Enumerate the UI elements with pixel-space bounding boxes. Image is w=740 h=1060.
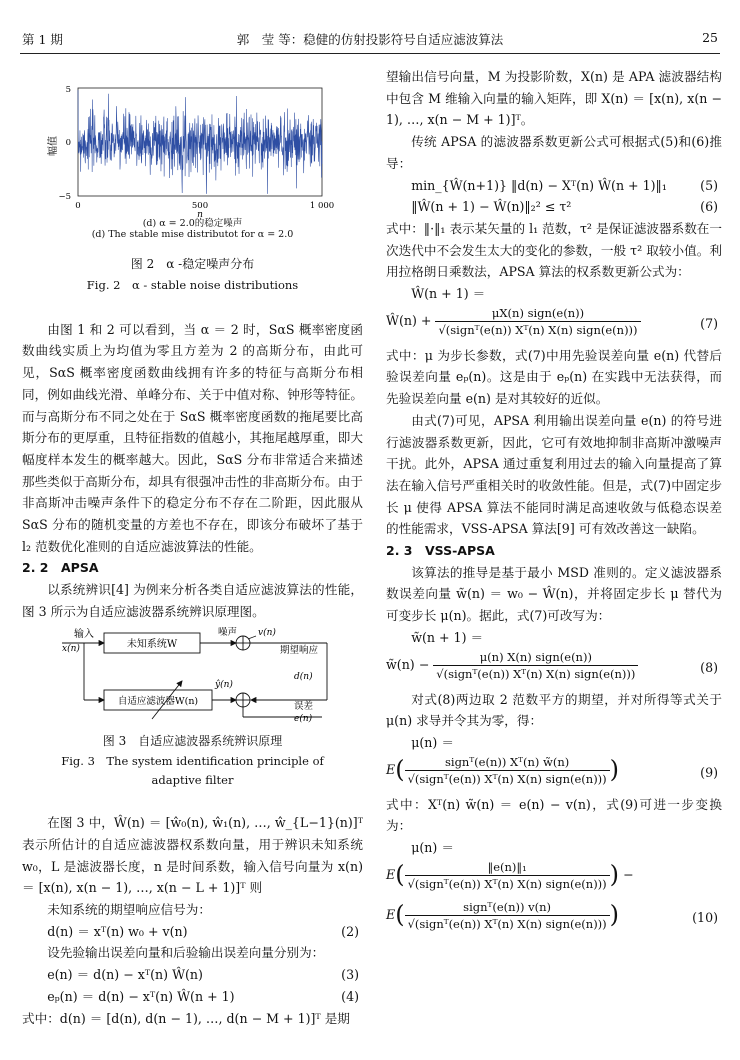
equation-body: eₚ(n) ＝ d(n) − xᵀ(n) Ŵ(n + 1) [47, 988, 235, 1004]
section-heading-2-2: 2. 2 APSA [22, 560, 99, 576]
numerator: μX(n) sign(e(n)) [435, 305, 640, 322]
yhat-label: ŷ(n) [215, 679, 233, 690]
fig3-caption-en-2: adaptive filter [151, 773, 234, 788]
equation-body: min_{Ŵ(n+1)} ‖d(n) − Xᵀ(n) Ŵ(n + 1)‖₁ [411, 177, 667, 193]
xtick-1000: 1 000 [309, 201, 335, 211]
equation-lhs: w̃(n) − [386, 656, 430, 672]
equation-fraction [433, 649, 638, 682]
equation-10b: E( $\frac{\text{signᵀ(e(n)) v(n)}}{\text{√(signᵀ(e(n)) Xᵀ(n) X(n) sign(e(n)))}}$ ) (10) [386, 899, 718, 931]
equation-fraction [405, 859, 610, 892]
equation-number: (2) [341, 923, 359, 939]
fig2-subcaption-en: (d) The stable mise distributot for α = 2.0 [91, 229, 294, 240]
equation-number: (7) [700, 315, 718, 331]
numerator: ‖e(n)‖₁ [405, 859, 610, 876]
equation-10-head: μ(n) ＝ [411, 840, 454, 856]
page-number: 25 [702, 30, 718, 45]
equation-number: (8) [700, 659, 718, 675]
section-heading-2-3: 2. 3 VSS-APSA [386, 543, 495, 559]
numerator: μ(n) X(n) sign(e(n)) [433, 649, 638, 666]
paragraph: 该算法的推导是基于最小 MSD 准则的。定义滤波器系数误差向量 w̃(n) ＝ w₀ − Ŵ(n)，并将固定步长 μ 替代为可变步长 μ(n)。据此，式(7)可改写为： [386, 564, 722, 624]
dn-label: d(n) [294, 671, 313, 682]
ytick-neg5: −5 [58, 192, 71, 202]
noise-label: 噪声 [218, 626, 238, 638]
paragraph: 未知系统的期望响应信号为： [47, 902, 211, 918]
adaptive-filter-label: 自适应滤波器W(n) [117, 695, 199, 707]
paragraph: 在图 3 中，Ŵ(n) ＝ [ŵ₀(n), ŵ₁(n), …, ŵ_{L−1}(n)]ᵀ 表示所估计的自适应滤波器权系数向量，用于辨识未知系统 w₀，L 是滤波器长度，n 是时间系数，输入信号向量为 x(n) ＝ [x(n), x(n − 1), …, x(n − L + 1)]ᵀ 则 [22, 815, 363, 896]
paragraph: 由式(7)可见，APSA 利用输出误差向量 e(n) 的符号进行滤波器系数更新，因此，它可有效地抑制非高斯冲激噪声干扰。此外，APSA 通过重复利用过去的输入向量提高了算法在输入信号严重相关时的收敛性能。但是，式(7)中固定步长 μ 使得 APSA 算法不能同时满足高速收敛与低稳态误差的性能需求，VSS-APSA 算法[9] 可有效改善这一缺陷。 [386, 412, 722, 537]
x-axis-label: n [197, 210, 203, 218]
desired-label: 期望响应 [280, 644, 319, 656]
expectation-symbol: E [386, 761, 396, 777]
unknown-system-label: 未知系统W [126, 638, 178, 650]
equation-8 [386, 649, 722, 689]
paragraph: 对式(8)两边取 2 范数平方的期望，并对所得等式关于 μ(n) 求导并令其为零，得： [386, 691, 722, 729]
issue-number: 第 1 期 [22, 32, 63, 47]
fig2-caption-en: Fig. 2 α - stable noise distributions [86, 277, 299, 292]
header-rule [20, 53, 720, 54]
equation-body: d(n) ＝ xᵀ(n) w₀ + v(n) [47, 923, 188, 939]
noise-plot [22, 66, 363, 218]
xn-label: x(n) [62, 643, 80, 654]
paragraph: 式中：μ 为步长参数，式(7)中用先验误差向量 e(n) 代替后验误差向量 eₚ(n)。这是由于 eₚ(n) 在实践中无法获得，而先验误差向量 e(n) 是对其较好的近似。 [386, 347, 722, 407]
right-column [386, 66, 722, 939]
equation-number: (9) [700, 764, 718, 780]
equation-number: (3) [341, 967, 359, 983]
denominator: √(signᵀ(e(n)) Xᵀ(n) X(n) sign(e(n))) [407, 876, 607, 891]
denominator: √(signᵀ(e(n)) Xᵀ(n) X(n) sign(e(n))) [436, 666, 636, 681]
denominator: √(signᵀ(e(n)) Xᵀ(n) X(n) sign(e(n))) [407, 771, 607, 786]
figure-2 [22, 66, 363, 218]
equation-10a: E( $\frac{\text{‖e(n)‖₁}}{\text{√(signᵀ(e(n)) Xᵀ(n) X(n) sign(e(n)))}}$ ) − [386, 859, 634, 891]
equation-fraction [405, 754, 610, 787]
xtick-0: 0 [75, 201, 81, 211]
en-label: e(n) [294, 713, 313, 723]
equation-number: (6) [700, 199, 718, 215]
numerator: signᵀ(e(n)) v(n) [405, 899, 610, 916]
running-header [0, 30, 740, 50]
denominator: √(signᵀ(e(n)) Xᵀ(n) X(n) sign(e(n))) [407, 916, 607, 931]
left-column [22, 66, 363, 1029]
fig2-caption-cn: 图 2 α -稳定噪声分布 [130, 257, 255, 271]
paragraph: 式中：Xᵀ(n) w̃(n) ＝ e(n) − v(n)，式(9)可进一步变换为： [386, 796, 722, 834]
paragraph: 望输出信号向量，M 为投影阶数，X(n) 是 APA 滤波器结构中包含 M 维输入向量的输入矩阵，即 X(n) ＝ [x(n), x(n − 1), …, x(n − M + 1)]ᵀ。 [386, 69, 722, 128]
equation-8-head: w̃(n + 1) ＝ [411, 629, 484, 645]
input-label: 输入 [74, 628, 94, 640]
system-identification-diagram [22, 627, 363, 723]
y-axis-label: 幅值 [48, 136, 59, 156]
xtick-500: 500 [191, 201, 209, 211]
figure-3 [22, 627, 363, 723]
equation-number: (10) [692, 909, 718, 925]
paragraph: 以系统辨识[4] 为例来分析各类自适应滤波算法的性能，图 3 所示为自适应滤波器系统辨识原理图。 [22, 582, 363, 619]
equation-7-head: Ŵ(n + 1) ＝ [411, 286, 486, 302]
equation-4 [22, 986, 363, 1008]
vn-label: v(n) [258, 627, 276, 638]
paragraph: 设先验输出误差向量和后验输出误差向量分别为： [47, 945, 325, 961]
ytick-0: 0 [65, 138, 71, 148]
equation-number: (4) [341, 988, 359, 1004]
fig2-subcaption-cn: (d) α = 2.0的稳定噪声 [142, 218, 243, 229]
noise-line [78, 90, 322, 194]
paragraph: 传统 APSA 的滤波器系数更新公式可根据式(5)和(6)推导： [386, 134, 722, 171]
paragraph: 由图 1 和 2 可以看到，当 α ＝ 2 时，SαS 概率密度函数曲线实质上为均值为零且方差为 2 的高斯分布，由此可见，SαS 概率密度函数曲线拥有许多的特征与高斯分布相同，例如曲线光滑、单峰分布、关于中值对称、钟形等特征。而与高斯分布不同之处在于 SαS 概率密度函数的拖尾要比高斯分布的更厚重，且特征指数的值越小，其拖尾越厚重，即大幅度样本发生的概率越大。因此，SαS 分布非常适合来描述那些类似于高斯分布，却具有很强冲击性的非高斯分布。由于非高斯冲击噪声条件下的稳定分布不存在二阶距，因此服从 SαS 分布的随机变量的方差也不存在，即该分布破坏了基于 l₂ 范数优化准则的自适应滤波算法的性能。 [22, 321, 363, 554]
paragraph: 式中：d(n) ＝ [d(n), d(n − 1), …, d(n − M + 1)]ᵀ 是期 [22, 1010, 350, 1026]
noise-series [78, 90, 322, 194]
equation-2 [22, 921, 363, 943]
equation-fraction [405, 899, 610, 932]
equation-body: ‖Ŵ(n + 1) − Ŵ(n)‖₂² ≤ τ² [411, 199, 572, 215]
equation-7 [386, 305, 722, 345]
equation-9: E( $\frac{\text{signᵀ(e(n)) Xᵀ(n) w̃(n)}}{\text{√(signᵀ(e(n)) Xᵀ(n) X(n) sign(e(n)))}}$ ) (9) [386, 754, 718, 786]
equation-fraction [435, 305, 640, 338]
equation-9-head: μ(n) ＝ [411, 734, 454, 750]
equation-lhs: Ŵ(n) + [386, 312, 432, 328]
denominator: √(signᵀ(e(n)) Xᵀ(n) X(n) sign(e(n))) [438, 322, 638, 337]
fig3-caption-en-1: Fig. 3 The system identification principle of [61, 754, 324, 769]
ytick-5: 5 [65, 85, 71, 95]
numerator: signᵀ(e(n)) Xᵀ(n) w̃(n) [405, 754, 610, 771]
running-title: 郭 莹 等：稳健的仿射投影符号自适应滤波算法 [236, 32, 504, 47]
paragraph: 式中：‖·‖₁ 表示某矢量的 l₁ 范数，τ² 是保证滤波器系数在一次迭代中不会发生太大的变化的参数，一般 τ² 取较小值。利用拉格朗日乘数法，APSA 算法的权系数更新公式为： [386, 220, 722, 280]
fig3-caption-cn: 图 3 自适应滤波器系统辨识原理 [102, 733, 283, 748]
equation-body: e(n) ＝ d(n) − xᵀ(n) Ŵ(n) [47, 967, 203, 983]
equation-3 [22, 964, 363, 986]
error-label: 误差 [294, 700, 314, 712]
equation-number: (5) [700, 177, 718, 193]
equation-5 [386, 175, 722, 197]
equation-6 [386, 196, 722, 218]
